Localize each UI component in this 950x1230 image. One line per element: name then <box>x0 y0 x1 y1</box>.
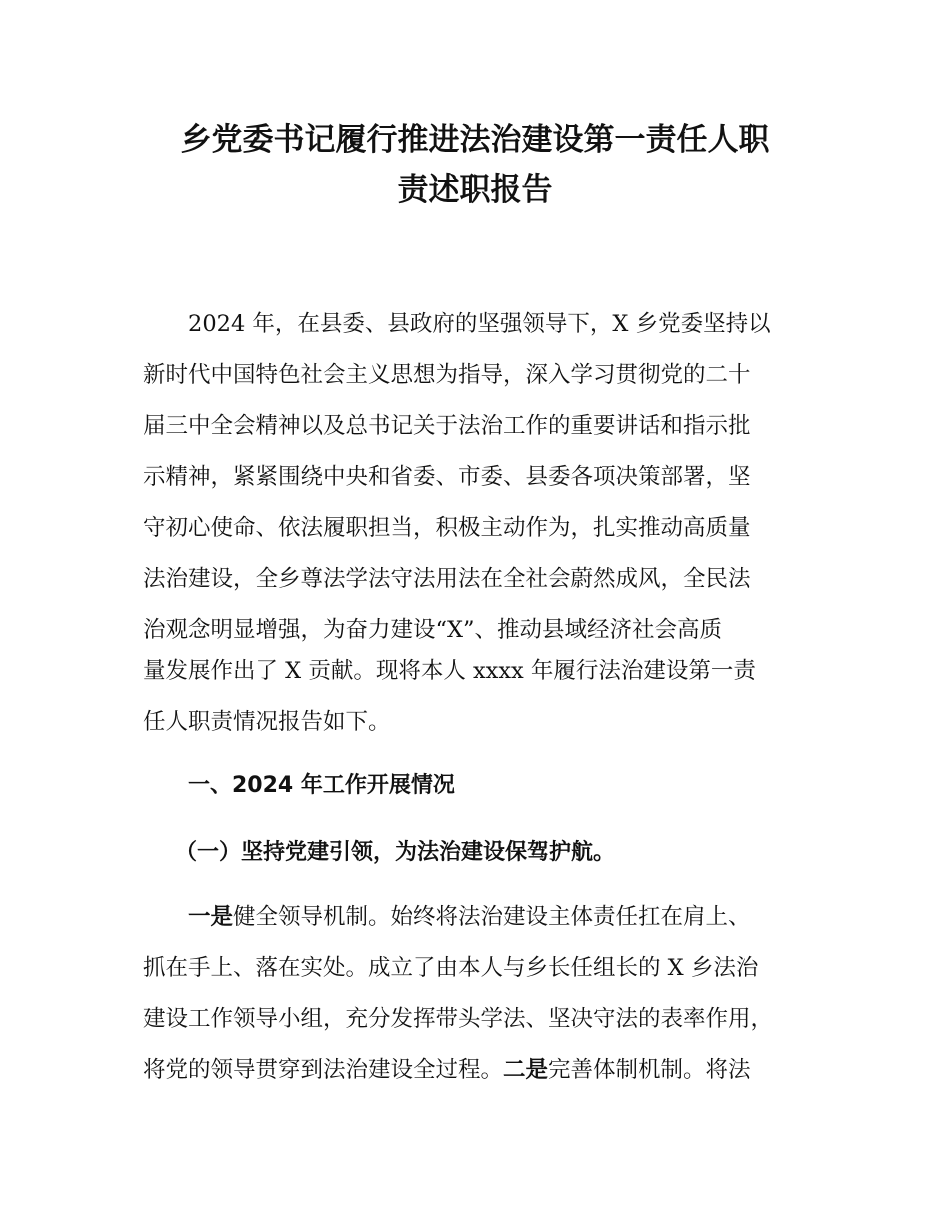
paragraph-line-4-start: 将党的领导贯穿到法治建设全过程。 <box>143 1057 504 1083</box>
paragraph-line-1-text: 健全领导机制。始终将法治建设主体责任扛在肩上、 <box>233 904 751 930</box>
lead-text-first: 一是 <box>188 904 234 930</box>
intro-line-8: 量发展作出了 X 贡献。现将本人 xxxx 年履行法治建设第一责 <box>143 658 756 684</box>
intro-line-3: 届三中全会精神以及总书记关于法治工作的重要讲话和指示批 <box>143 413 751 439</box>
document-title-line-2: 责述职报告 <box>397 172 553 208</box>
intro-line-9: 任人职责情况报告如下。 <box>143 709 391 735</box>
subsection-heading-1: （一）坚持党建引领，为法治建设保驾护航。 <box>175 840 616 865</box>
paragraph-line-4-rest: 完善体制机制。将法 <box>548 1057 751 1083</box>
intro-line-6: 法治建设，全乡尊法学法守法用法在全社会蔚然成风，全民法 <box>143 566 751 592</box>
intro-line-5: 守初心使命、依法履职担当，积极主动作为，扎实推动高质量 <box>143 515 751 541</box>
paragraph-line-1 <box>188 892 868 943</box>
document-title-line-1: 乡党委书记履行推进法治建设第一责任人职 <box>180 122 770 158</box>
intro-line-1: 2024 年，在县委、县政府的坚强领导下，X 乡党委坚持以 <box>188 311 771 337</box>
paragraph-line-3: 建设工作领导小组，充分发挥带头学法、坚决守法的表率作用， <box>143 1006 774 1032</box>
section-heading-1: 一、2024 年工作开展情况 <box>188 773 455 798</box>
paragraph-line-2: 抓在手上、落在实处。成立了由本人与乡长任组长的 X 乡法治 <box>143 955 759 981</box>
lead-text-second: 二是 <box>503 1057 549 1083</box>
intro-line-2: 新时代中国特色社会主义思想为指导，深入学习贯彻党的二十 <box>143 362 751 388</box>
intro-line-4: 示精神，紧紧围绕中央和省委、市委、县委各项决策部署，坚 <box>143 464 751 490</box>
paragraph-line-4 <box>143 1045 823 1096</box>
intro-line-7: 治观念明显增强，为奋力建设“X”、推动县域经济社会高质 <box>143 617 723 643</box>
